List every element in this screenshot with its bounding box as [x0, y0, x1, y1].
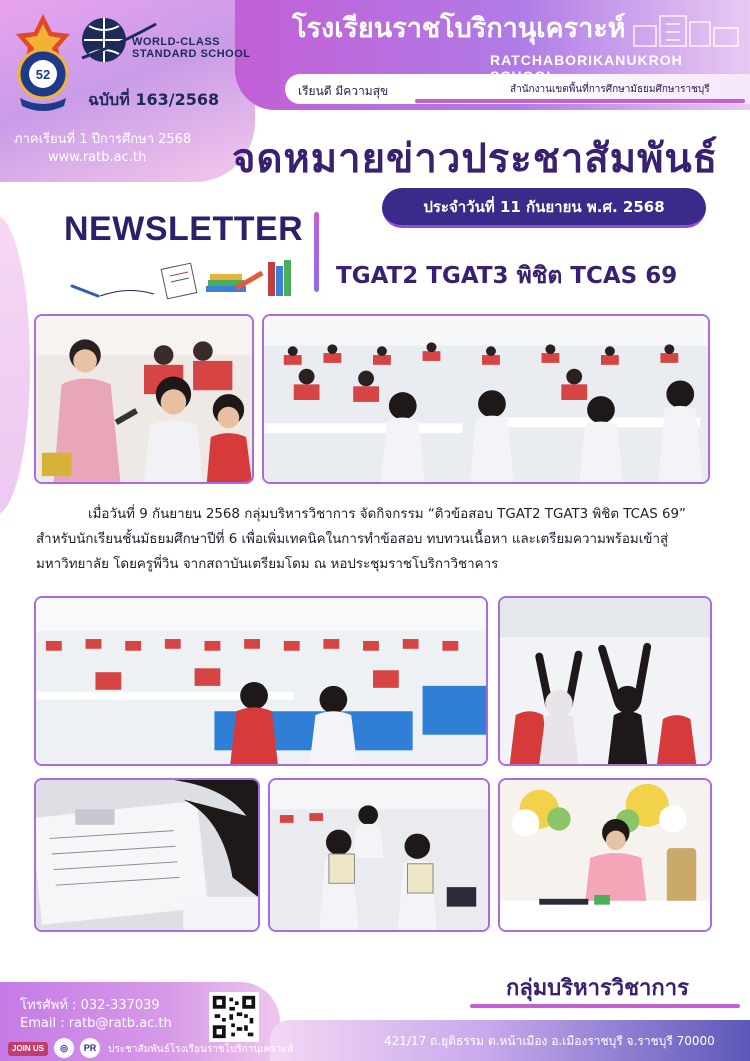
page-title: จดหมายข่าวประชาสัมพันธ์ — [232, 136, 719, 182]
school-name-english: RATCHABORIKANUKROH SCHOOL — [490, 52, 683, 84]
title-divider — [314, 212, 319, 292]
social-icon[interactable]: ◎ — [54, 1038, 74, 1058]
issue-number: ฉบับที่ 163/2568 — [88, 90, 220, 109]
photo-tutor-interview — [34, 314, 254, 484]
email-address[interactable]: Email : ratb@ratb.ac.th — [20, 1016, 172, 1031]
world-class-line2: STANDARD SCHOOL — [132, 48, 251, 60]
school-name-thai: โรงเรียนราชโบริกานุเคราะห์ — [292, 13, 626, 44]
phone-number: โทรศัพท์ : 032-337039 — [20, 998, 160, 1013]
pr-channel-name[interactable]: ประชาสัมพันธ์โรงเรียนราชโบริกานุเคราะห์ — [108, 1044, 294, 1055]
semester-label: ภาคเรียนที่ 1 ปีการศึกษา 2568 — [14, 132, 192, 147]
photo-students-stretching — [498, 596, 712, 766]
photo-auditorium-wide — [34, 596, 488, 766]
stationery-doodle-icon — [68, 256, 298, 302]
photo-student-writing — [34, 778, 260, 932]
photo-hall-students — [262, 314, 710, 484]
department-underline — [470, 1004, 740, 1008]
world-class-text — [132, 36, 251, 60]
join-us-badge[interactable]: JOIN US — [8, 1042, 48, 1056]
department-name: กลุ่มบริหารวิชาการ — [506, 976, 689, 1001]
date-badge: ประจำวันที่ 11 กันยายน พ.ศ. 2568 — [382, 188, 706, 228]
education-office: สำนักงานเขตพื้นที่การศึกษามัธยมศึกษาราชบุรี — [510, 84, 710, 95]
pr-logo-icon: PR — [80, 1038, 100, 1058]
svg-text:52: 52 — [35, 67, 51, 82]
world-class-line1: WORLD-CLASS — [132, 36, 220, 48]
photo-students-sheets — [268, 778, 490, 932]
article-paragraph: เมื่อวันที่ 9 กันยายน 2568 กลุ่มบริหารวิชาการ จัดกิจกรรม “ติวข้อสอบ TGAT2 TGAT3 พิชิต TCAS 69” สำหรับนักเรียนชั้นมัธยมศึกษาปีที่ 6 เพื่อเพิ่มเทคนิคในการทำข้อสอบ ทบทวนเนื้อหา และเตรียมความพร้อมเข้าสู่มหาวิทยาลัย โดยครูพี่วิน จากสถาบันเตรียมโดม ณ หอประชุมราชโบริกาวิชาคาร — [36, 507, 686, 572]
newsletter-heading: NEWSLETTER — [64, 210, 304, 248]
qr-code-icon[interactable] — [209, 992, 259, 1042]
school-address: 421/17 ถ.ยุติธรรม ต.หน้าเมือง อ.เมืองราชบุรี จ.ราชบุรี 70000 — [384, 1034, 715, 1048]
website-link[interactable]: www.ratb.ac.th — [48, 150, 147, 165]
building-skyline-icon — [630, 8, 742, 48]
office-underline — [415, 99, 745, 103]
article-body — [36, 502, 716, 577]
photo-tutor-stage — [498, 778, 712, 932]
article-headline: TGAT2 TGAT3 พิชิต TCAS 69 — [336, 263, 678, 289]
school-motto: เรียนดี มีความสุข — [298, 84, 389, 98]
school-emblem — [12, 12, 74, 116]
decorative-swoosh — [0, 215, 30, 515]
